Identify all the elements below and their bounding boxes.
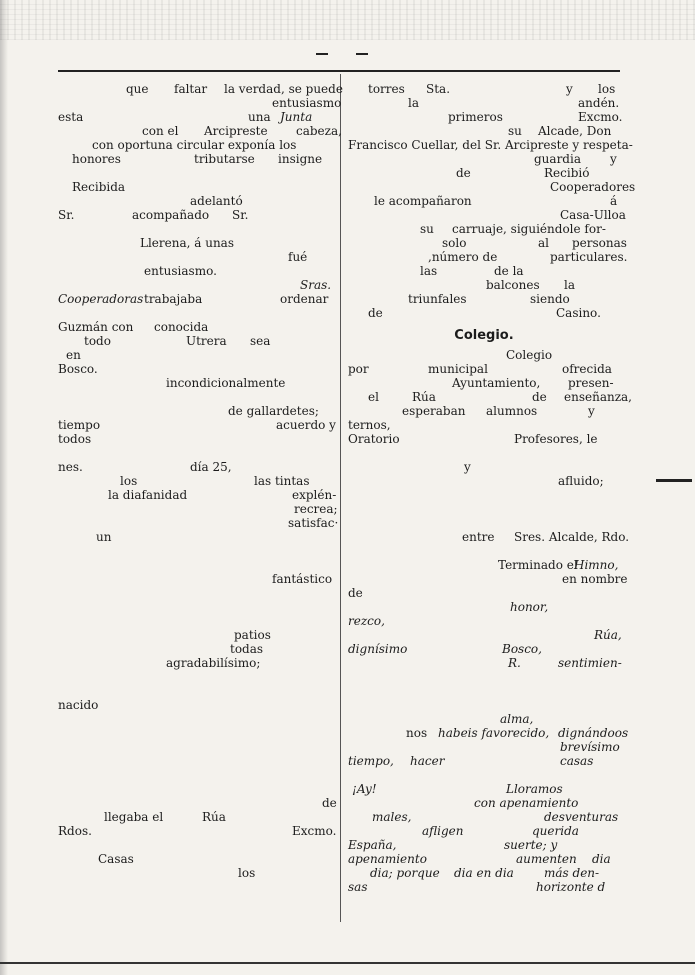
text-fragment: Rúa — [202, 810, 226, 824]
text-fragment: entusiasmo. — [144, 264, 217, 278]
text-fragment: de — [456, 166, 471, 180]
text-fragment: Bosco, — [502, 642, 542, 656]
section-heading: Colegio. — [454, 328, 514, 343]
text-fragment: dignísimo — [348, 642, 408, 656]
text-fragment: Llerena, á unas — [140, 236, 234, 250]
text-fragment: municipal — [428, 362, 488, 376]
text-fragment: nes. — [58, 460, 83, 474]
text-fragment: sas — [348, 880, 368, 894]
text-fragment: solo — [442, 236, 467, 250]
text-fragment: conocida — [154, 320, 209, 334]
text-fragment: adelantó — [190, 194, 243, 208]
text-fragment: siendo — [530, 292, 570, 306]
text-fragment: hacer — [410, 754, 445, 768]
text-fragment: dia — [592, 852, 611, 866]
text-fragment: Sr. — [58, 208, 75, 222]
text-fragment: faltar — [174, 82, 208, 96]
text-fragment: Casa-Ulloa — [560, 208, 626, 222]
text-fragment: más den- — [544, 866, 600, 880]
scan-shadow-left — [0, 0, 8, 975]
text-fragment: agradabilísimo; — [166, 656, 261, 670]
text-fragment: esta — [58, 110, 84, 124]
text-fragment: y — [610, 152, 617, 166]
text-fragment: Sres. Alcalde, Rdo. — [514, 530, 630, 544]
text-fragment: y — [464, 460, 471, 474]
text-fragment: la — [408, 96, 419, 110]
text-fragment: aumenten — [516, 852, 577, 866]
text-fragment: día 25, — [190, 460, 232, 474]
text-fragment: Casas — [98, 852, 134, 866]
text-fragment: presen- — [568, 376, 614, 390]
text-fragment: triunfales — [408, 292, 467, 306]
text-fragment: Colegio — [506, 348, 553, 362]
text-fragment: Rdos. — [58, 824, 92, 838]
text-fragment: balcones — [486, 278, 540, 292]
text-fragment: un — [96, 530, 112, 544]
text-fragment: carruaje, siguiéndole for- — [452, 222, 606, 236]
text-fragment: Rúa, — [594, 628, 622, 642]
text-fragment: por — [348, 362, 369, 376]
text-fragment: Casino. — [556, 306, 601, 320]
text-fragment: de — [348, 586, 363, 600]
text-fragment: cabeza, — [296, 124, 342, 138]
text-fragment: todos — [58, 432, 92, 446]
text-fragment: tributarse — [194, 152, 255, 166]
text-fragment: insigne — [278, 152, 323, 166]
text-fragment: la diafanidad — [108, 488, 188, 502]
text-fragment: los — [598, 82, 616, 96]
text-fragment: Francisco Cuellar, del Sr. Arcipreste y respeta- — [348, 138, 633, 152]
text-fragment: personas — [572, 236, 627, 250]
text-fragment: casas — [560, 754, 594, 768]
scan-noise-top — [0, 0, 695, 40]
text-fragment: su — [508, 124, 522, 138]
text-fragment: dia en dia — [454, 866, 514, 880]
text-fragment: entusiasmo — [272, 96, 342, 110]
text-fragment: ternos, — [348, 418, 391, 432]
text-fragment: explén- — [292, 488, 337, 502]
header-rule — [58, 70, 620, 72]
text-fragment: dia; porque — [370, 866, 440, 880]
header-dash-left — [316, 53, 328, 55]
text-fragment: de — [532, 390, 547, 404]
text-fragment: fué — [288, 250, 308, 264]
text-fragment: acompañado — [132, 208, 210, 222]
text-fragment: querida — [532, 824, 579, 838]
text-fragment: Himno, — [574, 558, 619, 572]
text-fragment: suerte; y — [504, 838, 558, 852]
text-fragment: Recibida — [72, 180, 126, 194]
text-fragment: todo — [84, 334, 111, 348]
text-fragment: la verdad, se puede — [224, 82, 343, 96]
text-fragment: de — [368, 306, 383, 320]
text-fragment: entre — [462, 530, 495, 544]
text-fragment: dignándoos — [558, 726, 629, 740]
text-fragment: al — [538, 236, 549, 250]
text-fragment: ordenar — [280, 292, 329, 306]
text-fragment: Profesores, le — [514, 432, 598, 446]
text-fragment: y — [566, 82, 573, 96]
page-header — [0, 47, 695, 61]
text-fragment: las — [420, 264, 438, 278]
text-fragment: las tintas — [254, 474, 310, 488]
text-fragment: todas — [230, 642, 264, 656]
text-fragment: nos — [406, 726, 428, 740]
text-fragment: le acompañaron — [374, 194, 472, 208]
page-bottom-edge — [0, 962, 695, 964]
text-fragment: tiempo — [58, 418, 101, 432]
text-fragment: Junta — [280, 110, 313, 124]
text-fragment: torres — [368, 82, 405, 96]
text-fragment: los — [238, 866, 256, 880]
text-fragment: Cooperadoras — [58, 292, 144, 306]
text-fragment: Alcade, Don — [538, 124, 612, 138]
text-fragment: enseñanza, — [564, 390, 632, 404]
text-fragment: honores — [72, 152, 121, 166]
text-fragment: sentimien- — [558, 656, 622, 670]
text-fragment: patios — [234, 628, 271, 642]
text-fragment: Lloramos — [506, 782, 563, 796]
text-fragment: desventuras — [544, 810, 619, 824]
text-fragment: guardia — [534, 152, 581, 166]
text-fragment: con apenamiento — [474, 796, 579, 810]
text-fragment: trabajaba — [144, 292, 203, 306]
text-fragment: Rúa — [412, 390, 436, 404]
text-fragment: Guzmán con — [58, 320, 134, 334]
text-fragment: Terminado el — [498, 558, 578, 572]
text-fragment: á — [610, 194, 618, 208]
text-fragment: de gallardetes; — [228, 404, 319, 418]
text-fragment: España, — [348, 838, 397, 852]
text-fragment: la — [564, 278, 575, 292]
text-fragment: incondicionalmente — [166, 376, 286, 390]
text-fragment: R. — [508, 656, 521, 670]
text-fragment: recrea; — [294, 502, 338, 516]
text-fragment: primeros — [448, 110, 503, 124]
text-fragment: Sta. — [426, 82, 451, 96]
text-fragment: Bosco. — [58, 362, 98, 376]
header-dash-right — [356, 53, 368, 55]
text-fragment: Sr. — [232, 208, 249, 222]
text-fragment: una — [248, 110, 271, 124]
text-fragment: esperaban — [402, 404, 466, 418]
text-fragment: Recibió — [544, 166, 590, 180]
text-fragment: Arcipreste — [204, 124, 268, 138]
text-fragment: afligen — [422, 824, 464, 838]
text-fragment: ofrecida — [562, 362, 612, 376]
text-fragment: los — [120, 474, 138, 488]
text-fragment: habeis favorecido, — [438, 726, 550, 740]
text-fragment: satisfac· — [288, 516, 339, 530]
text-fragment: llegaba el — [104, 810, 164, 824]
text-fragment: Cooperadores — [550, 180, 636, 194]
text-fragment: sea — [250, 334, 271, 348]
text-fragment: alumnos — [486, 404, 538, 418]
margin-mark — [656, 479, 692, 482]
text-fragment: de la — [494, 264, 524, 278]
text-fragment: nacido — [58, 698, 99, 712]
text-fragment: en nombre — [562, 572, 628, 586]
column-divider — [340, 74, 341, 922]
text-fragment: Excmo. — [578, 110, 623, 124]
text-fragment: Ayuntamiento, — [452, 376, 541, 390]
text-fragment: fantástico — [272, 572, 333, 586]
text-fragment: alma, — [500, 712, 534, 726]
text-fragment: acuerdo y — [276, 418, 336, 432]
text-fragment: de — [322, 796, 337, 810]
text-fragment: y — [588, 404, 595, 418]
text-fragment: su — [420, 222, 434, 236]
text-fragment: tiempo, — [348, 754, 394, 768]
text-fragment: honor, — [510, 600, 549, 614]
text-fragment: con el — [142, 124, 179, 138]
text-fragment: en — [66, 348, 81, 362]
text-fragment: apenamiento — [348, 852, 427, 866]
text-fragment: andén. — [578, 96, 620, 110]
text-fragment: el — [368, 390, 379, 404]
text-fragment: ,número de — [428, 250, 498, 264]
text-fragment: horizonte d — [536, 880, 606, 894]
text-fragment: males, — [372, 810, 412, 824]
text-fragment: con oportuna circular exponía los — [92, 138, 297, 152]
text-fragment: afluido; — [558, 474, 604, 488]
text-fragment: Utrera — [186, 334, 227, 348]
text-fragment: brevísimo — [560, 740, 620, 754]
text-fragment: ¡Ay! — [352, 782, 377, 796]
text-fragment: rezco, — [348, 614, 385, 628]
text-fragment: particulares. — [550, 250, 628, 264]
text-fragment: Sras. — [300, 278, 332, 292]
text-fragment: Oratorio — [348, 432, 400, 446]
text-fragment: que — [126, 82, 149, 96]
text-fragment: Excmo. — [292, 824, 337, 838]
